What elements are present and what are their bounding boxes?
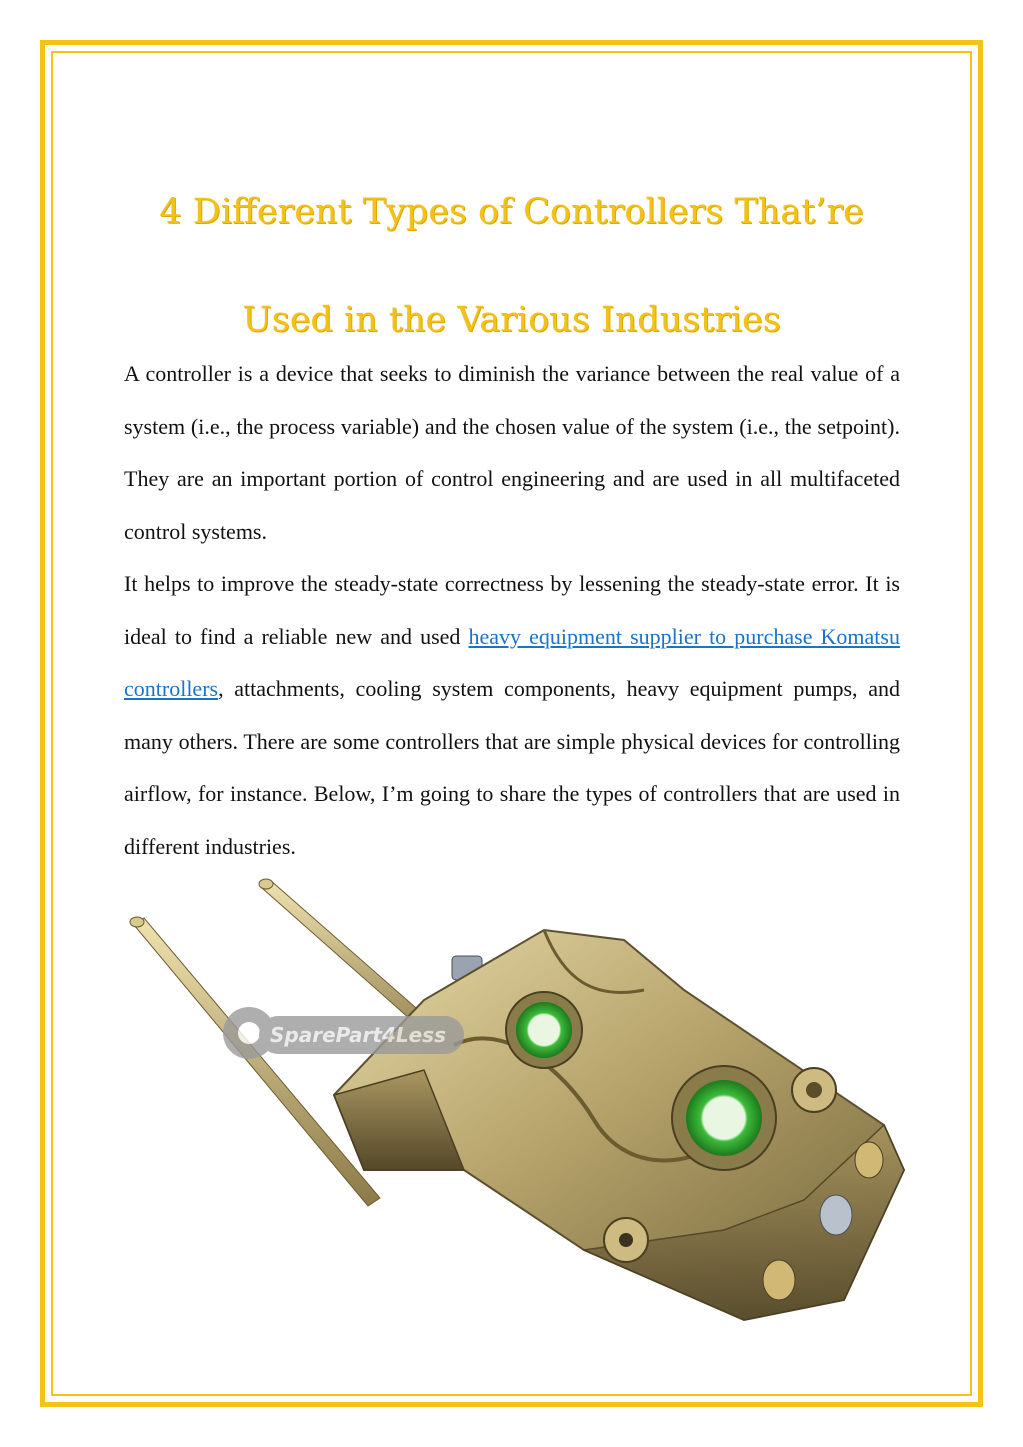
title-line-2: Used in the Various Industries — [242, 300, 781, 340]
document-body — [124, 348, 900, 873]
paragraph-1: A controller is a device that seeks to diminish the variance between the real value of a system (i.e., the process variable) and the chosen value of the system (i.e., the setpoint). They are an important portion of control engineering and are used in all multifaceted control systems. — [124, 361, 900, 544]
controller-photo — [124, 870, 910, 1328]
paragraph-2 — [124, 558, 900, 873]
document-title — [100, 158, 923, 374]
hydraulic-controller-image — [124, 870, 910, 1328]
paragraph-2-text-start: It helps to improve the steady-state correctness by lessening the steady-state error. It is ideal to find a reliable new and used — [124, 571, 900, 649]
supplier-link[interactable]: heavy equipment supplier to purchase Komatsu controllers — [124, 623, 900, 701]
title-line-1: 4 Different Types of Controllers That’re — [159, 192, 864, 232]
watermark-text: SparePart4Less — [270, 1023, 446, 1047]
paragraph-2-text-end: , attachments, cooling system components, heavy equipment pumps, and many others. There are some controllers that are simple physical devices for controlling airflow, for instance. Below, I’m going to share the types of controllers that are used in different industries. — [124, 676, 900, 859]
